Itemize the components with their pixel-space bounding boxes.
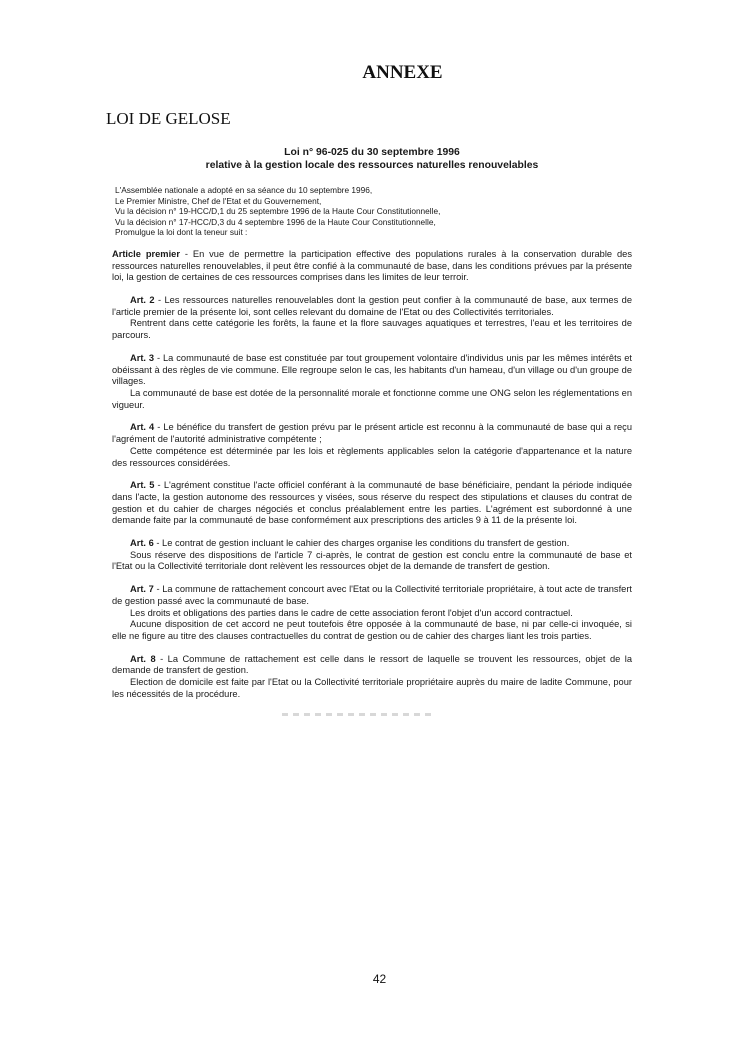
scanned-law-text — [112, 146, 632, 716]
article-text: - Les ressources naturelles renouvelables dont la gestion peut confier à la communauté de base, aux termes de l'article premier de la présente loi, sont celles relevant du domaine de l'Etat ou des Collectivités territoriales. — [112, 295, 632, 317]
section-title: LOI DE GELOSE — [106, 109, 231, 128]
page-number: 42 — [372, 972, 387, 986]
article-text: - Le contrat de gestion incluant le cahier des charges organise les conditions du transfert de gestion. — [153, 538, 570, 549]
article-2 — [112, 295, 632, 342]
preamble-line: Vu la décision n° 17-HCC/D,3 du 4 septembre 1996 de la Haute Cour Constitutionnelle, — [115, 216, 436, 227]
article-label: Art. 4 — [130, 422, 155, 433]
article-paragraph: Les droits et obligations des parties dans le cadre de cette association feront l'objet d'un accord contractuel. — [130, 607, 573, 618]
law-title-line-1: Loi n° 96-025 du 30 septembre 1996 — [284, 147, 460, 158]
article-text: - L'agrément constitue l'acte officiel conférant à la communauté de base bénéficiaire, pendant la période indiquée dans l'acte, la gestion autonome des ressources y visées, sous réserve du respect des stipulations et clauses du contrat de gestion et du cahier de charges négociés et conclus préalablement entre les parties. L'agrément est subordonné à une demande faite par la communauté de base conformément aux prescriptions des articles 9 à 11 de la présente loi. — [112, 480, 632, 526]
article-label: Art. 5 — [130, 480, 155, 491]
article-paragraph: Cette compétence est déterminée par les lois et règlements applicables selon la catégorie d'appartenance et la nature des ressources considérées. — [112, 445, 632, 468]
article-text: - La communauté de base est constituée par tout groupement volontaire d'individus unis par les mêmes intérêts et obéissant à des règles de vie commune. Elle regroupe selon le cas, les habitants d'un hameau, d'un village ou d'un groupe de villages. — [112, 352, 632, 387]
article-8 — [112, 654, 632, 701]
article-premier — [112, 249, 632, 284]
article-5 — [112, 480, 632, 527]
article-text: - La Commune de rattachement est celle dans le ressort de laquelle se trouvent les ressources, objet de la demande de transfert de gestion. — [112, 653, 632, 676]
preamble-line: Promulgue la loi dont la teneur suit : — [115, 227, 248, 238]
article-text: - La commune de rattachement concourt avec l'Etat ou la Collectivité territoriale propriétaire, à tout acte de transfert de gestion passé avec la communauté de base. — [112, 584, 633, 606]
article-label: Art. 7 — [130, 584, 154, 595]
preamble — [115, 185, 632, 238]
article-paragraph: Rentrent dans cette catégorie les forêts, la faune et la flore sauvages aquatiques et terrestres, l'eau et les territoires de parcours. — [112, 318, 632, 341]
preamble-line: Vu la décision n° 19-HCC/D,1 du 25 septembre 1996 de la Haute Cour Constitutionnelle, — [115, 206, 441, 217]
preamble-line: Le Premier Ministre, Chef de l'Etat et du Gouvernement, — [115, 195, 322, 206]
annex-heading: ANNEXE — [362, 62, 443, 83]
article-text: - En vue de permettre la participation effective des populations rurales à la conservation durable des ressources naturelles renouvelables, il peut être confié à la communauté de base, dans les conditions prévues par la présente loi, la gestion de certaines de ces ressources comprises dans les limites de leur terroir. — [112, 248, 632, 283]
article-text: - Le bénéfice du transfert de gestion prévu par le présent article est reconnu à la communauté de base qui a reçu l'agrément de l'autorité administrative compétente ; — [112, 422, 632, 445]
law-title — [112, 146, 632, 172]
article-6 — [112, 538, 632, 573]
preamble-line: L'Assemblée nationale a adopté en sa séance du 10 septembre 1996, — [115, 185, 373, 195]
article-label: Art. 2 — [130, 295, 155, 306]
article-label: Art. 3 — [130, 352, 155, 363]
article-paragraph: Sous réserve des dispositions de l'article 7 ci-après, le contrat de gestion est conclu entre la communauté de base et l'Etat ou la Collectivité territoriale dont relèvent les ressources objet de la demande de transfert de gestion. — [112, 549, 632, 572]
article-label: Art. 8 — [130, 653, 156, 664]
scan-artifact — [282, 713, 432, 716]
article-paragraph: Election de domicile est faite par l'Etat ou la Collectivité territoriale propriétaire auprès du maire de ladite Commune, pour les nécessités de la procédure. — [112, 677, 632, 699]
article-4 — [112, 422, 632, 469]
article-label: Article premier — [112, 248, 180, 259]
article-label: Art. 6 — [130, 538, 154, 549]
article-7 — [112, 584, 632, 643]
law-title-line-2: relative à la gestion locale des ressources naturelles renouvelables — [205, 160, 539, 171]
article-paragraph: La communauté de base est dotée de la personnalité morale et fonctionne comme une ONG selon les réglementations en vigueur. — [112, 388, 632, 410]
article-paragraph: Aucune disposition de cet accord ne peut toutefois être opposée à la communauté de base, ni par celle-ci invoquée, si elle ne figure au titre des clauses contractuelles du contrat de gestion ou de cahier des charges liant les trois parties. — [112, 619, 632, 641]
article-3 — [112, 353, 632, 412]
